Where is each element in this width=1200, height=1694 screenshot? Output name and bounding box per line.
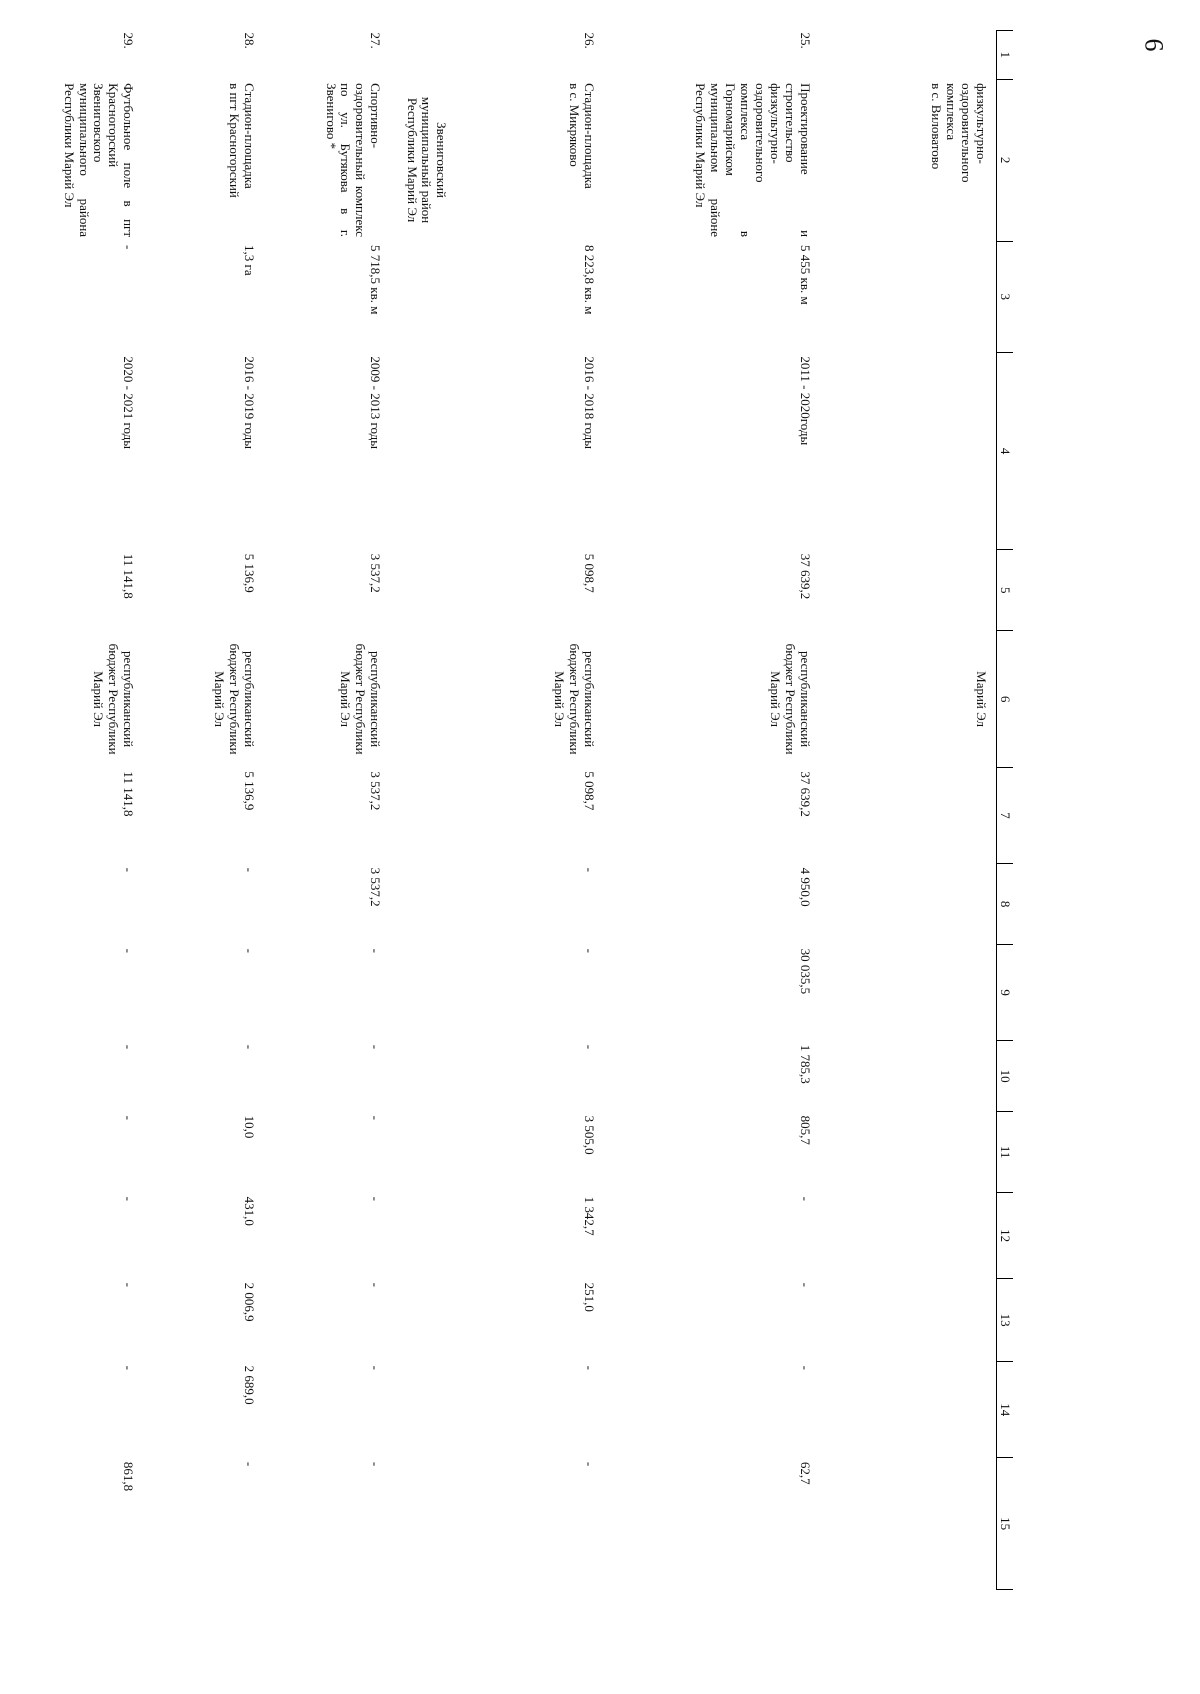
cell-value: - — [582, 867, 597, 872]
cell-value: 10,0 — [242, 1115, 258, 1139]
header-row — [997, 31, 1014, 1590]
cell-empty — [834, 550, 997, 631]
cell-capacity: 8 223,8 кв. м — [582, 245, 597, 315]
cell-object-name: Проектирование и строительство физкультурно-оздоровительного комплекса в Горномарийском муниципальном районе Республики Марий Эл — [693, 83, 813, 238]
cell-num: 25. — [798, 32, 813, 49]
cell-empty — [834, 1458, 997, 1590]
cell-empty — [834, 1362, 997, 1458]
cell-value: - — [368, 1196, 384, 1201]
section-row — [404, 31, 452, 1590]
cell-total: 3 537,2 — [368, 553, 384, 593]
cell-value: - — [582, 1044, 597, 1050]
cell-value: - — [368, 1115, 384, 1120]
cell-empty — [834, 945, 997, 1041]
cell-total: 11 141,8 — [121, 553, 137, 599]
cell-value: 1 342,7 — [582, 1196, 597, 1236]
cell-value: 30 035,5 — [798, 948, 813, 995]
cell-value: - — [121, 1115, 137, 1120]
cell-object-name: Стадион-площадка в пгт Красногорский — [227, 83, 258, 198]
header-cell: 11 — [997, 1112, 1014, 1193]
cell-empty — [834, 1193, 997, 1279]
table-row — [452, 31, 618, 1590]
cell-value: 11 141,8 — [121, 771, 137, 817]
cell-value: - — [368, 1461, 384, 1467]
cell-num: 27. — [368, 32, 384, 49]
cell-value: 805,7 — [798, 1115, 813, 1145]
cell-value: - — [121, 867, 137, 872]
header-cell: 3 — [997, 241, 1014, 352]
cell-empty — [834, 864, 997, 945]
section-title: Звениговский муниципальный район Республики Марий Эл — [404, 96, 449, 224]
cell-value: 861,8 — [121, 1461, 137, 1492]
header-cell: 2 — [997, 79, 1014, 241]
cell-value: - — [798, 1282, 813, 1287]
cell-empty — [834, 241, 997, 352]
header-cell: 4 — [997, 352, 1014, 549]
program-table — [0, 30, 1013, 1590]
cell-value: 62,7 — [798, 1461, 813, 1485]
cell-empty — [834, 1041, 997, 1112]
table-sheet — [61, 30, 1014, 1590]
header-cell: 13 — [997, 1279, 1014, 1362]
cell-capacity: 5 455 кв. м — [798, 245, 813, 305]
header-cell: 9 — [997, 945, 1014, 1041]
cell-num: 26. — [582, 32, 597, 49]
cell-source: Марий Эл — [974, 671, 989, 728]
cell-value: - — [368, 1044, 384, 1050]
table-row-continuation — [834, 31, 997, 1590]
cell-value: 5 098,7 — [582, 771, 597, 811]
cell-total: 5 098,7 — [582, 553, 597, 593]
cell-object-name: Спортивно-оздоровительный комплекс по ул. Бутякова в г. Звенигово * — [323, 83, 384, 238]
cell-value: 3 537,2 — [368, 867, 384, 907]
cell-num: 29. — [121, 32, 137, 49]
cell-value: 5 136,9 — [242, 771, 258, 811]
cell-object-name: Футбольное поле в пгт Красногорский Звениговского муниципального района Республики Марий Эл — [61, 83, 137, 238]
cell-num — [834, 31, 997, 80]
cell-capacity: - — [121, 245, 137, 250]
cell-source: республиканский бюджет Республики Марий Эл — [212, 643, 258, 755]
cell-value: - — [121, 1044, 137, 1050]
cell-value: 37 639,2 — [798, 771, 813, 817]
cell-empty — [834, 352, 997, 549]
cell-value: 3 537,2 — [368, 771, 384, 811]
table-row — [278, 31, 404, 1590]
cell-period: 2016 - 2018 годы — [582, 356, 597, 449]
cell-value: 3 505,0 — [582, 1115, 597, 1155]
cell-period: 2009 - 2013 годы — [368, 356, 384, 449]
cell-value: - — [242, 867, 258, 872]
table-row — [618, 31, 834, 1590]
cell-period: 2011 - 2020годы — [798, 356, 813, 446]
cell-value: - — [121, 1196, 137, 1201]
cell-value: - — [798, 1365, 813, 1370]
cell-value: - — [121, 1365, 137, 1370]
table-row — [0, 31, 157, 1590]
cell-capacity: 1,3 га — [242, 245, 258, 276]
cell-value: - — [582, 1365, 597, 1370]
cell-source: республиканский бюджет Республики Марий Эл — [91, 643, 137, 755]
cell-value: - — [582, 1461, 597, 1467]
cell-value: - — [121, 1282, 137, 1287]
cell-object-name: Стадион-площадка в с. Микряково — [567, 83, 597, 189]
cell-empty — [834, 767, 997, 863]
cell-empty — [834, 1279, 997, 1362]
page-number: 6 — [1139, 38, 1169, 52]
cell-period: 2016 - 2019 годы — [242, 356, 258, 449]
table-row — [157, 31, 278, 1590]
header-cell: 7 — [997, 767, 1014, 863]
cell-value: 1 785,3 — [798, 1044, 813, 1084]
cell-value: 2 006,9 — [242, 1282, 258, 1322]
cell-object-name: физкультурно- оздоровительного комплекса в с. Виловатово — [929, 83, 989, 183]
cell-empty — [834, 1112, 997, 1193]
header-cell: 1 — [997, 31, 1014, 80]
cell-value: 431,0 — [242, 1196, 258, 1226]
cell-num: 28. — [242, 32, 258, 49]
cell-value: 2 689,0 — [242, 1365, 258, 1405]
cell-empty — [404, 241, 452, 1589]
header-cell: 8 — [997, 864, 1014, 945]
cell-value: 4 950,0 — [798, 867, 813, 907]
cell-capacity: 5 718,5 кв. м — [368, 245, 384, 315]
cell-source: республиканский бюджет Республики Марий Эл — [552, 643, 597, 755]
cell-value: - — [368, 948, 384, 953]
cell-value: - — [242, 1044, 258, 1050]
cell-value: - — [242, 948, 258, 953]
cell-period: 2020 - 2021 годы — [121, 356, 137, 449]
cell-source: республиканский бюджет Республики Марий Эл — [338, 643, 384, 755]
cell-value: - — [368, 1282, 384, 1287]
cell-empty — [404, 31, 452, 80]
cell-value: - — [798, 1196, 813, 1201]
header-cell: 10 — [997, 1041, 1014, 1112]
header-cell: 12 — [997, 1193, 1014, 1279]
cell-value: 251,0 — [582, 1282, 597, 1312]
cell-value: - — [242, 1461, 258, 1467]
cell-total: 37 639,2 — [798, 553, 813, 600]
header-cell: 6 — [997, 631, 1014, 768]
cell-value: - — [368, 1365, 384, 1370]
cell-total: 5 136,9 — [242, 553, 258, 593]
header-cell: 14 — [997, 1362, 1014, 1458]
header-cell: 15 — [997, 1458, 1014, 1590]
cell-value: - — [121, 948, 137, 953]
cell-source: республиканский бюджет Республики Марий Эл — [768, 643, 813, 755]
section-cell — [404, 79, 452, 241]
cell-value: - — [582, 948, 597, 953]
header-cell: 5 — [997, 550, 1014, 631]
